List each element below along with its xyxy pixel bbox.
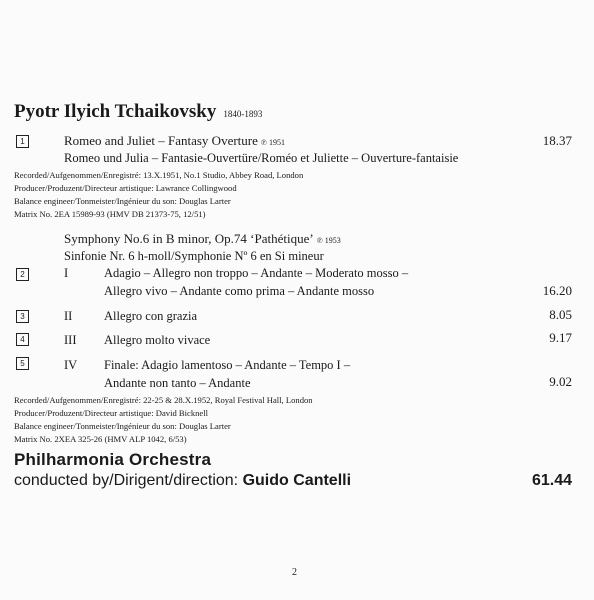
track-duration: 18.37 <box>542 133 572 148</box>
phonogram-year: ℗ 1951 <box>260 138 285 147</box>
conductor-name: Guido Cantelli <box>242 472 352 489</box>
track-number-box: 4 <box>16 333 29 346</box>
movement-title: Adagio – Allegro non troppo – Andante – Moderato mosso – <box>104 266 409 280</box>
work-subtitle: Romeo und Julia – Fantasie-Ouvertüre/Roméo et Juliette – Ouverture-fantaisie <box>64 151 459 165</box>
page-number: 2 <box>292 567 297 578</box>
credit-line: Recorded/Aufgenommen/Enregistré: 13.X.1951, No.1 Studio, Abbey Road, London <box>14 170 304 180</box>
work-title-text: Romeo and Juliet – Fantasy Overture <box>64 133 258 148</box>
track-number-box: 1 <box>16 135 29 148</box>
track-duration: 16.20 <box>542 283 572 298</box>
movement-title: Allegro con grazia <box>104 309 198 323</box>
phonogram-year: ℗ 1953 <box>316 236 341 245</box>
composer-name: Pyotr Ilyich Tchaikovsky <box>14 101 217 122</box>
composer-heading <box>14 101 262 123</box>
movement-number: I <box>64 266 69 280</box>
orchestra-name: Philharmonia Orchestra <box>14 450 212 469</box>
movement-number: II <box>64 309 73 323</box>
movement-title-cont: Andante non tanto – Andante <box>104 376 251 390</box>
track-number-box: 3 <box>16 310 29 323</box>
track-duration: 8.05 <box>549 307 572 322</box>
credit-line: Balance engineer/Tonmeister/Ingénieur du son: Douglas Larter <box>14 196 231 206</box>
track-duration: 9.02 <box>549 374 572 389</box>
credit-line: Matrix No. 2XEA 325-26 (HMV ALP 1042, 6/53) <box>14 434 187 444</box>
movement-title: Finale: Adagio lamentoso – Andante – Tempo I – <box>104 358 351 372</box>
movement-number: III <box>64 333 77 347</box>
work-title-text: Symphony No.6 in B minor, Op.74 ‘Pathétique’ <box>64 231 314 246</box>
credit-line: Recorded/Aufgenommen/Enregistré: 22-25 & 28.X.1952, Royal Festival Hall, London <box>14 395 313 405</box>
credit-line: Producer/Produzent/Directeur artistique: Lawrance Collingwood <box>14 183 237 193</box>
movement-number: IV <box>64 358 78 372</box>
track-number-box: 2 <box>16 268 29 281</box>
work-title <box>64 231 341 247</box>
credit-line: Matrix No. 2EA 15989-93 (HMV DB 21373-75, 12/51) <box>14 209 206 219</box>
movement-title: Allegro molto vivace <box>104 333 211 347</box>
track-duration: 9.17 <box>549 330 572 345</box>
total-time: 61.44 <box>531 472 572 489</box>
credit-line: Producer/Produzent/Directeur artistique: David Bicknell <box>14 408 209 418</box>
work-title <box>64 133 285 149</box>
track-number-box: 5 <box>16 357 29 370</box>
work-subtitle: Sinfonie Nr. 6 h-moll/Symphonie Nº 6 en Si mineur <box>64 249 324 263</box>
movement-title-cont: Allegro vivo – Andante como prima – Andante mosso <box>104 284 375 298</box>
composer-dates: 1840-1893 <box>223 109 263 119</box>
conductor-line <box>14 472 351 490</box>
conducted-label: conducted by/Dirigent/direction: <box>14 472 239 489</box>
credit-line: Balance engineer/Tonmeister/Ingénieur du son: Douglas Larter <box>14 421 231 431</box>
